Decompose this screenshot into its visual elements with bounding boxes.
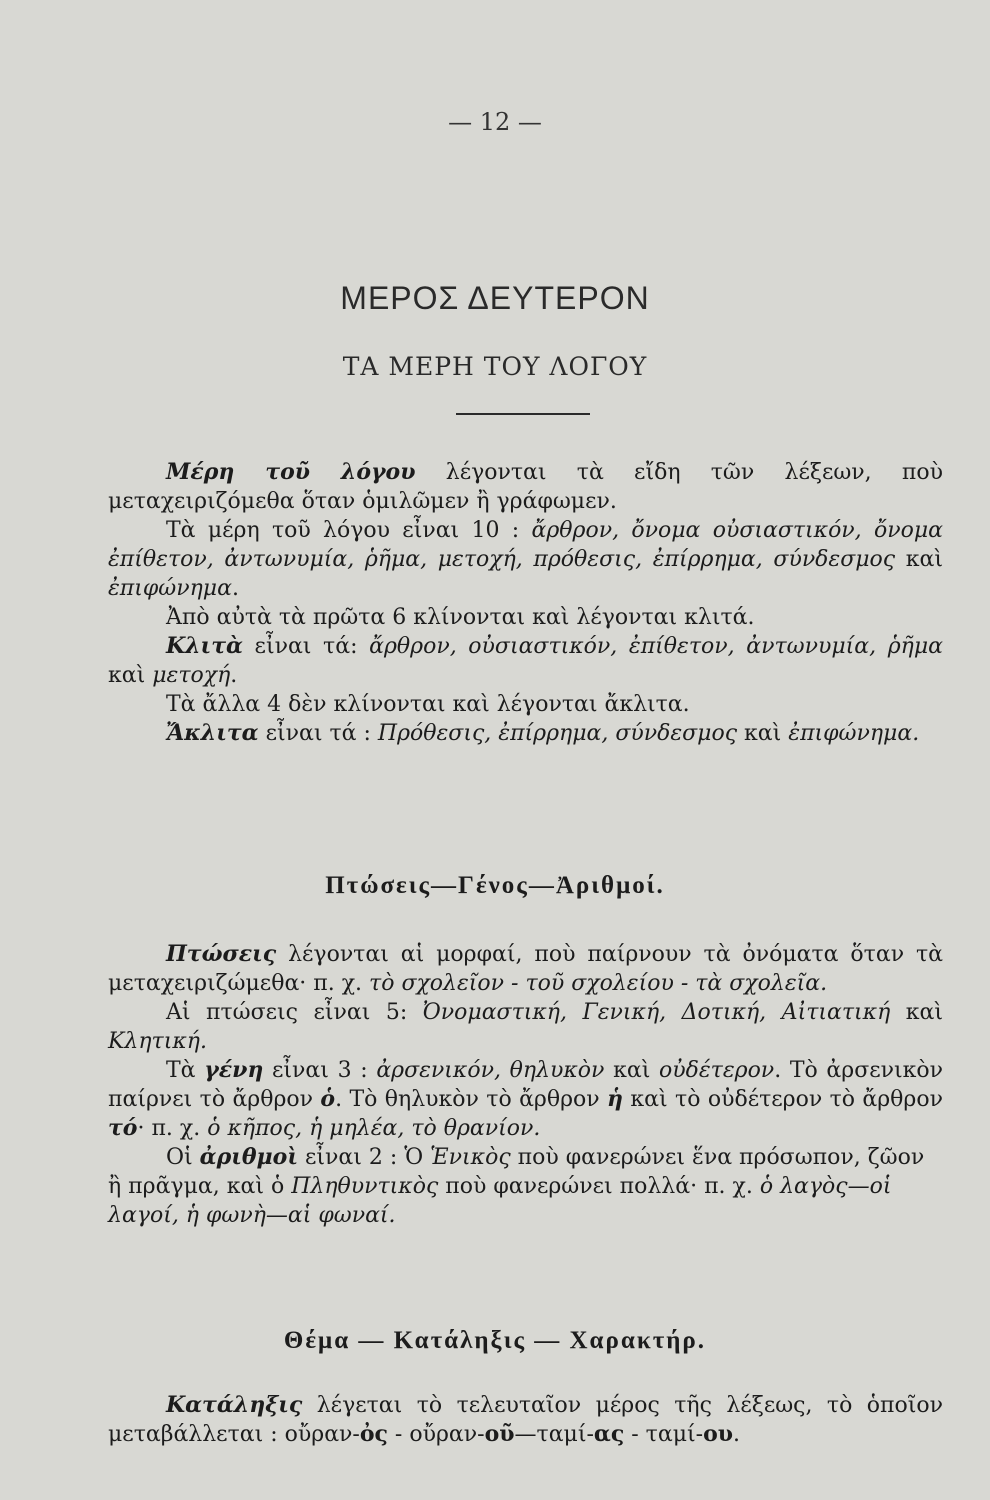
text-run: εἶναι τά : — [258, 721, 378, 746]
section-heading-stem: Θέμα — Κατάληξις — Χαρακτήρ. — [283, 1327, 707, 1354]
text-run: καὶ — [108, 663, 153, 688]
example-ending: ου — [703, 1421, 734, 1447]
paragraph — [108, 1143, 943, 1230]
italic-run: ἐπιφώνημα. — [788, 721, 920, 746]
italic-run: ἀρσενικόν, θηλυκὸν — [376, 1058, 605, 1083]
text-run: Τὰ — [166, 1058, 205, 1083]
italic-run: ἄρθρον, οὐσιαστικόν, ἐπίθετον, ἀντωνυμία, ῥῆμα — [369, 634, 943, 659]
example-ending: ὀς — [359, 1421, 388, 1447]
example-stem: οὔραν- — [284, 1422, 360, 1447]
italic-run: ἐπιφώνημα — [108, 576, 232, 601]
text-run: καὶ — [604, 1058, 659, 1083]
separator: - — [387, 1422, 410, 1447]
text-run: Οἱ — [166, 1145, 200, 1170]
text-run: · π. χ. — [137, 1116, 208, 1141]
paragraph — [108, 516, 943, 603]
section-heading-cases: Πτώσεις—Γένος—Ἀριθμοί. — [325, 872, 665, 899]
text-run: εἶναι τά: — [242, 634, 370, 659]
text-run: . — [230, 663, 238, 688]
title-divider — [456, 413, 590, 415]
term: Ἄκλιτα — [166, 720, 259, 746]
term: Μέρη τοῦ λόγου — [166, 459, 416, 485]
text-run: εἶναι 2 : Ὁ — [297, 1145, 431, 1170]
italic-run: ὁ κῆπος, ἡ μηλέα, τὸ θρανίον. — [207, 1116, 541, 1141]
example-ending: οῦ — [484, 1421, 515, 1447]
paragraph — [108, 940, 943, 998]
example-stem: ταμί- — [536, 1422, 594, 1447]
italic-run: Πρόθεσις, ἐπίρρημα, σύνδεσμος — [377, 721, 738, 746]
text-run: λέγεται τὸ τελευταῖον μέρος τῆς λέξεως, τὸ ὁποῖον μεταβάλλεται : — [108, 1393, 943, 1447]
section-stem-ending — [108, 1391, 943, 1449]
text-run: καὶ τὸ οὐδέτερον τὸ ἄρθρον — [623, 1087, 943, 1112]
term: ἀριθμοὶ — [199, 1144, 298, 1170]
separator: — — [514, 1422, 537, 1447]
italic-run: τὸ σχολεῖον - τοῦ σχολείου - τὰ σχολεῖα. — [369, 971, 828, 996]
paragraph: Τὰ ἄλλα 4 δὲν κλίνονται καὶ λέγονται ἄκλιτα. — [166, 692, 690, 717]
example-stem: οὔραν- — [409, 1422, 485, 1447]
chapter-title: ΤΑ ΜΕΡΗ ΤΟΥ ΛΟΓΟΥ — [342, 352, 648, 381]
paragraph — [108, 1056, 943, 1143]
italic-run: ὁ λαγὸς—οἱ λαγοί, ἡ φωνὴ—αἱ φωναί. — [108, 1174, 892, 1228]
paragraph — [108, 998, 943, 1056]
text-run: ποὺ φανερώνει πολλά· π. χ. — [438, 1174, 760, 1199]
paragraph — [108, 632, 943, 690]
term: Κλιτὰ — [166, 633, 243, 659]
article: τό — [108, 1115, 138, 1141]
italic-run: Κλητική. — [108, 1029, 207, 1054]
part-title: ΜΕΡΟΣ ΔΕΥΤΕΡΟΝ — [340, 280, 650, 316]
text-run: καὶ — [890, 1000, 943, 1025]
italic-run: μετοχή — [152, 663, 231, 688]
text-run: . — [733, 1422, 741, 1447]
term: γένη — [204, 1057, 264, 1083]
text-run: . — [231, 576, 239, 601]
italic-run: ἄρθρον, ὄνομα οὐσιαστικόν, ὄνομα ἐπίθετον, ἀντωνυμία, ῥῆμα, μετοχή, πρόθεσις, ἐπίρρημα, σύνδεσμος — [108, 518, 943, 572]
paragraph — [108, 719, 943, 748]
paragraph — [108, 458, 943, 516]
text-run: λέγονται τὰ εἴδη τῶν λέξεων, ποὺ μεταχειριζόμεθα ὅταν ὁμιλῶμεν ἢ γράφωμεν. — [108, 460, 943, 514]
italic-run: Ἑνικὸς — [430, 1145, 511, 1170]
section-cases-gender-number — [108, 940, 943, 1230]
text-run: λέγονται αἱ μορφαί, ποὺ παίρνουν τὰ ὀνόματα ὅταν τὰ μεταχειριζώμεθα· π. χ. — [108, 942, 943, 996]
article: ὁ — [320, 1086, 336, 1112]
term: Πτώσεις — [166, 941, 277, 967]
text-run: . Τὸ θηλυκὸν τὸ ἄρθρον — [335, 1087, 608, 1112]
text-run: καὶ — [895, 547, 943, 572]
paragraph: Ἀπὸ αὐτὰ τὰ πρῶτα 6 κλίνονται καὶ λέγονται κλιτά. — [166, 605, 755, 630]
italic-run: Ὀνομαστική, Γενική, Δοτική, Αἰτιατική — [422, 1000, 891, 1025]
paragraph — [108, 1391, 943, 1449]
text-run: ποὺ φανερώνει ἕνα πρόσωπον, ζῶον ἢ πρᾶγμα, καὶ ὁ — [108, 1145, 925, 1199]
example-ending: ας — [593, 1421, 625, 1447]
text-run: . Τὸ ἀρσενικὸν παίρνει τὸ ἄρθρον — [108, 1058, 943, 1112]
section-parts-of-speech — [108, 458, 943, 748]
article: ἡ — [607, 1086, 624, 1112]
text-run: Τὰ μέρη τοῦ λόγου εἶναι 10 : — [166, 518, 532, 543]
text-run: εἶναι 3 : — [263, 1058, 377, 1083]
text-run: Αἱ πτώσεις εἶναι 5: — [166, 1000, 423, 1025]
italic-run: Πληθυντικὸς — [291, 1174, 439, 1199]
example-stem: ταμί- — [645, 1422, 704, 1447]
text-run: καὶ — [737, 721, 789, 746]
separator: - — [624, 1422, 646, 1447]
italic-run: οὐδέτερον — [658, 1058, 775, 1083]
term: Κατάληξις — [166, 1392, 303, 1418]
page-number: — 12 — — [448, 108, 542, 136]
